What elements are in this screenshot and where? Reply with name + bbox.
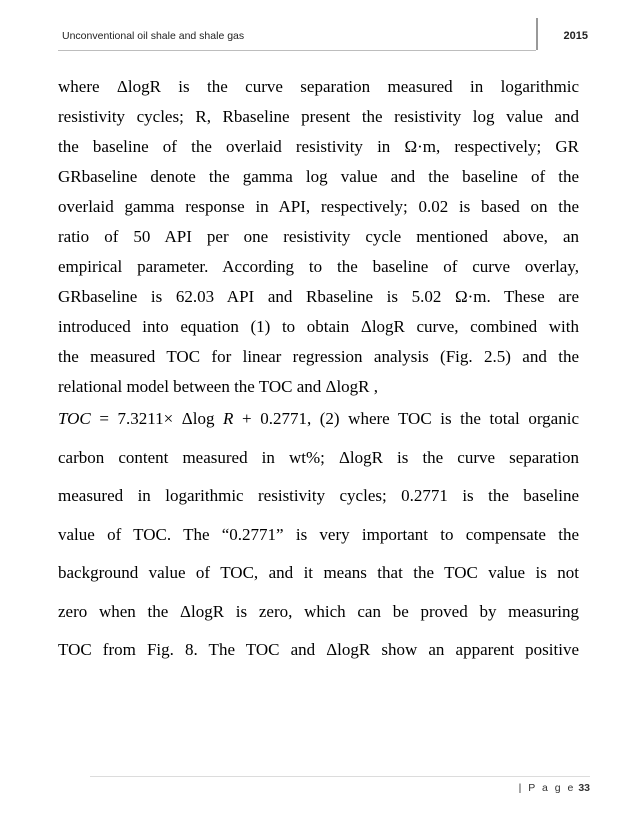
header-divider [536,18,538,50]
text-line: resistivity cycles; R, Rbaseline present the resistivity log value and [58,107,579,126]
header-year: 2015 [563,30,588,42]
footer-rule [90,776,590,777]
text-line: the measured TOC for linear regression analysis (Fig. 2.5) and the [58,347,579,366]
equation-var: R [223,409,234,428]
text-line: the baseline of the overlaid resistivity in Ω·m, respectively; GR [58,137,579,156]
text-line: introduced into equation (1) to obtain ΔlogR curve, combined with [58,317,579,336]
equation-rhs-post: + 0.2771, (2) where TOC is the total organic [233,409,579,428]
text-line: overlaid gamma response in API, respectively; 0.02 is based on the [58,197,579,216]
page-number-value: 33 [578,782,590,794]
equation-line [58,404,579,443]
page-number [519,782,590,794]
text-line: zero when the ΔlogR is zero, which can be proved by measuring [58,601,579,621]
text-line: TOC from Fig. 8. The TOC and ΔlogR show an apparent positive [58,640,579,659]
text-line: relational model between the TOC and ΔlogR , [58,377,379,396]
header-title: Unconventional oil shale and shale gas [62,30,245,42]
page-prefix: | P a g e [518,782,576,794]
text-line: value of TOC. The “0.2771” is very important to compensate the [58,524,579,544]
text-line: where ΔlogR is the curve separation measured in logarithmic [58,77,579,96]
text-line: empirical parameter. According to the baseline of curve overlay, [58,257,579,276]
text-line: GRbaseline denote the gamma log value and the baseline of the [58,167,579,186]
equation-lhs: TOC [58,409,91,428]
text-line: measured in logarithmic resistivity cycles; 0.2771 is the baseline [58,486,579,505]
text-line: ratio of 50 API per one resistivity cycle mentioned above, an [58,227,579,246]
page-header [58,0,590,50]
text-line: GRbaseline is 62.03 API and Rbaseline is 5.02 Ω·m. These are [58,287,579,306]
text-line: background value of TOC, and it means that the TOC value is not [58,563,579,582]
text-line: carbon content measured in wt%; ΔlogR is the curve separation [58,447,579,467]
header-rule [58,50,536,51]
body-text [58,72,579,674]
equation-rhs-pre: = 7.3211× Δlog [90,409,224,428]
